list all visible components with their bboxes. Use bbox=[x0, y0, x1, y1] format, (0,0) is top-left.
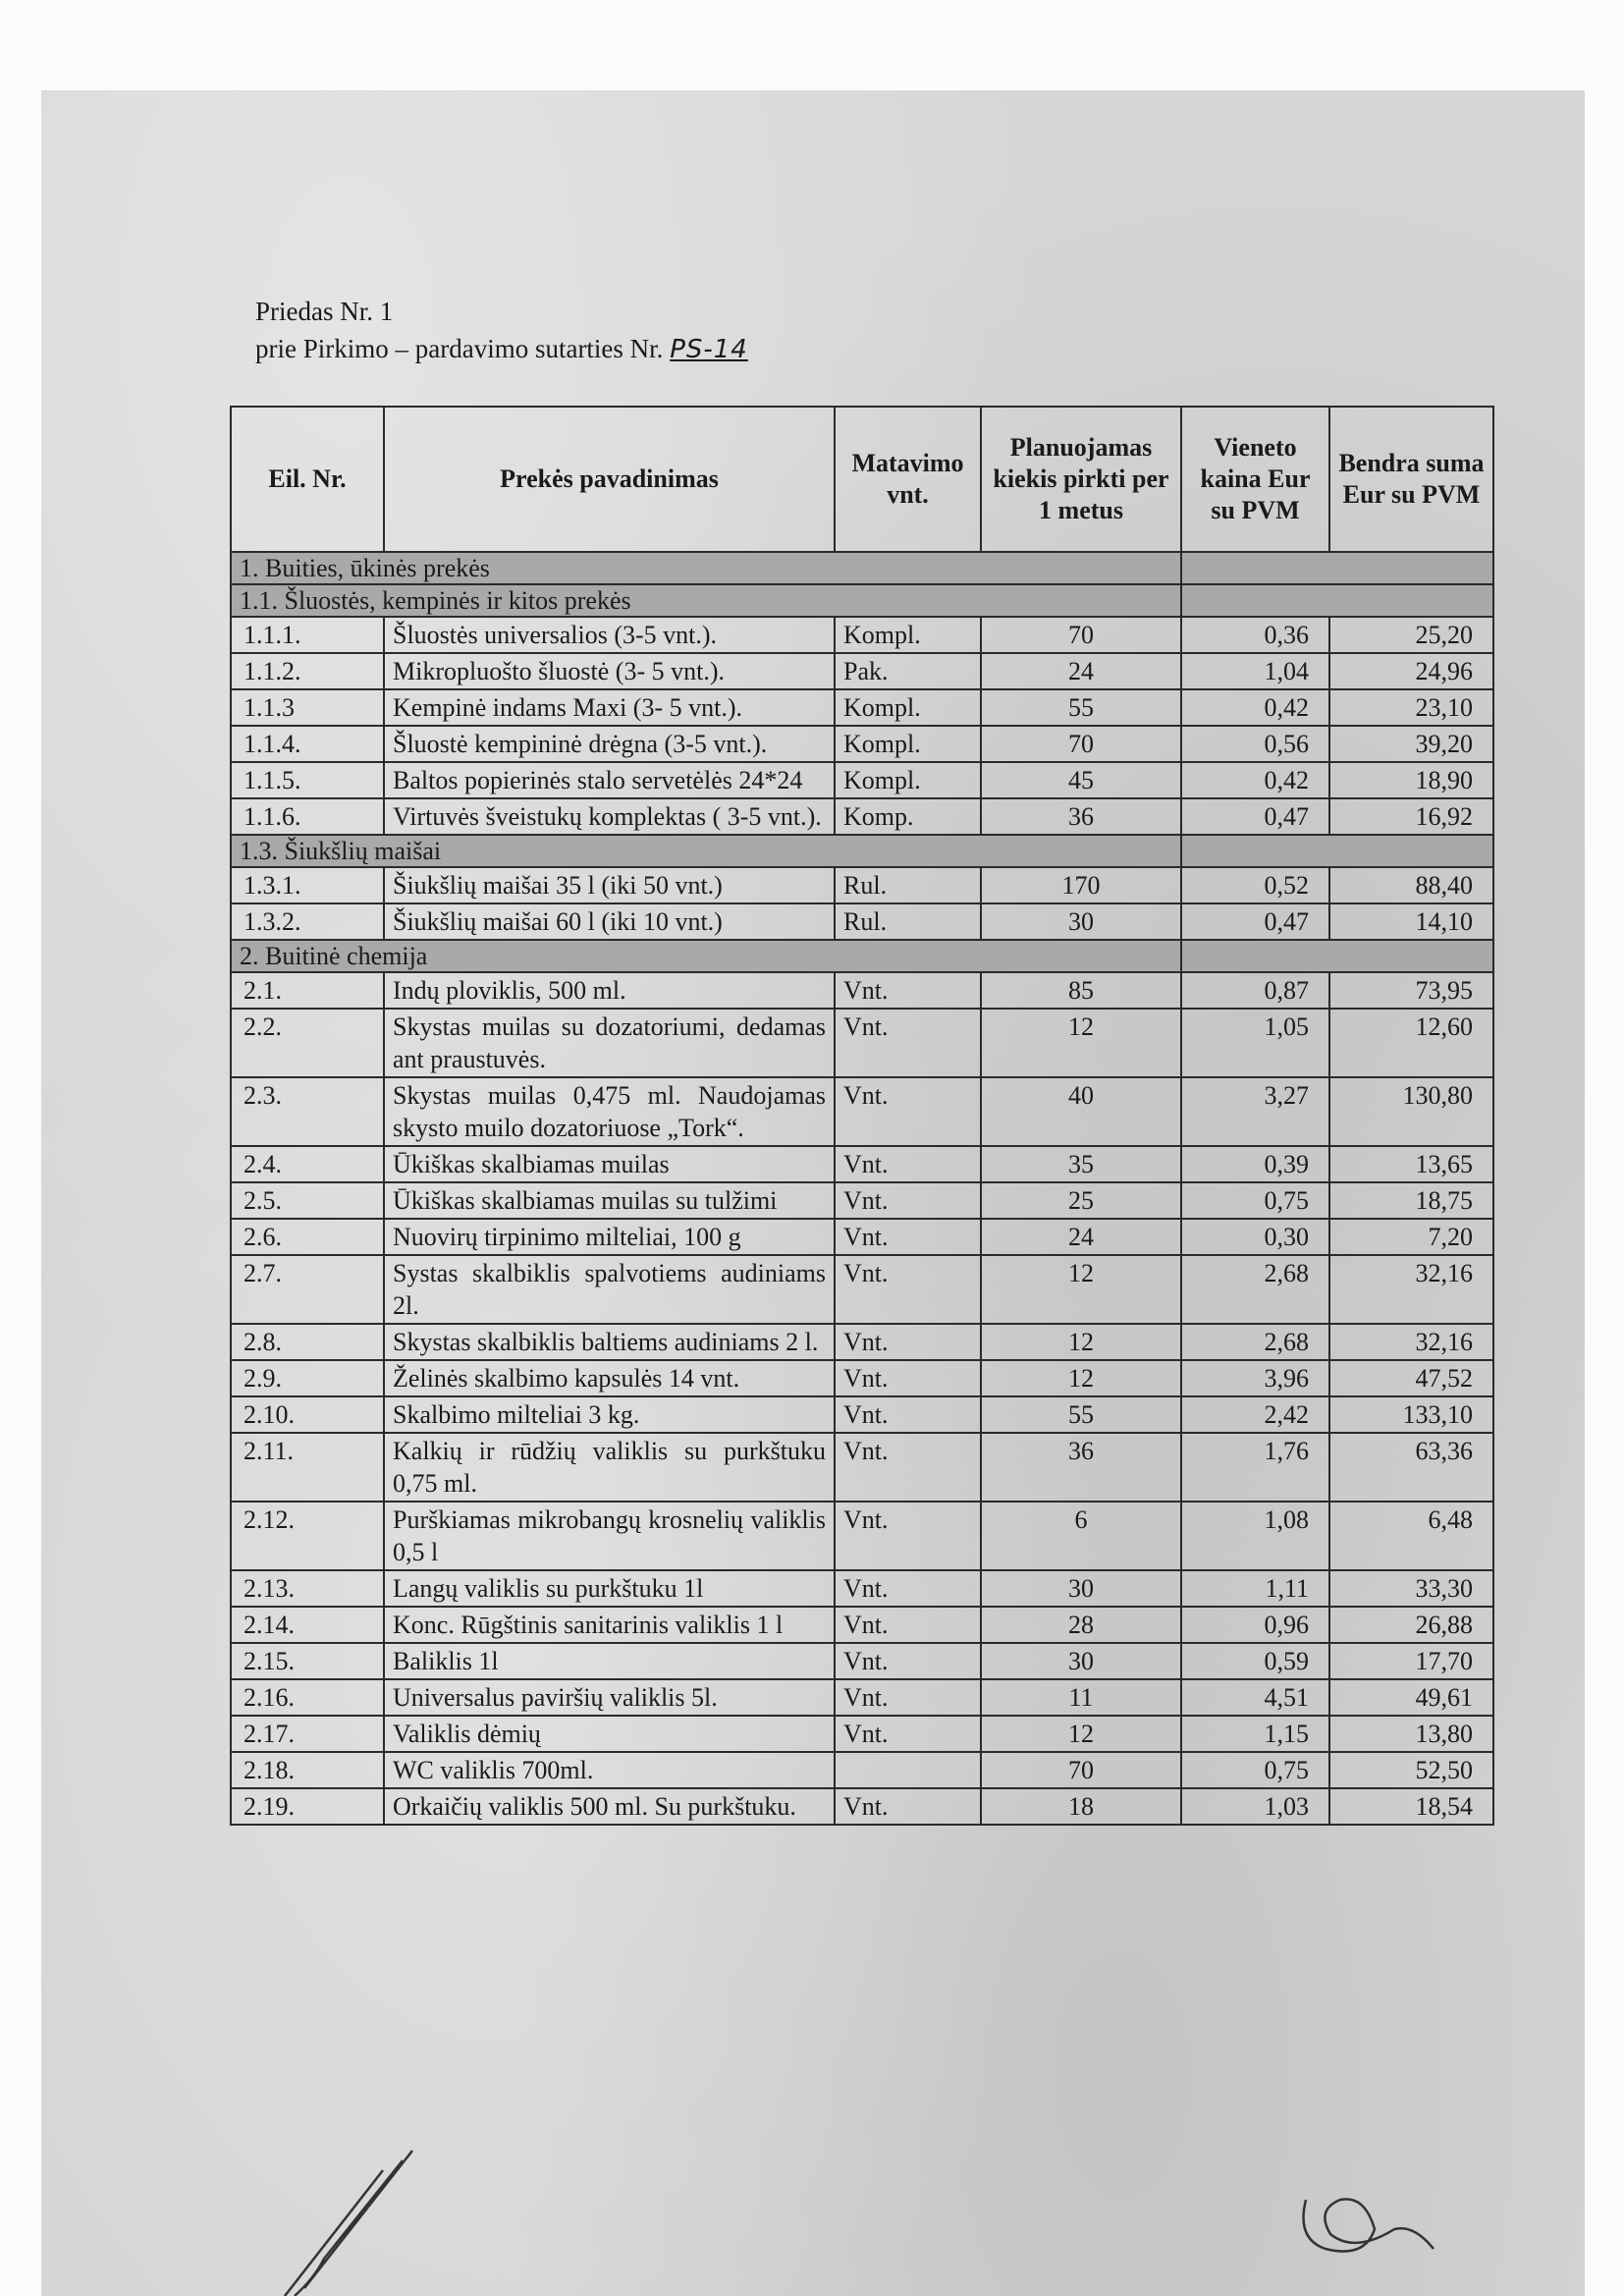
item-unit: Komp. bbox=[835, 798, 981, 835]
item-unit-price: 1,15 bbox=[1181, 1716, 1329, 1752]
item-name: Valiklis dėmių bbox=[384, 1716, 835, 1752]
item-unit-price: 0,59 bbox=[1181, 1643, 1329, 1679]
item-total: 88,40 bbox=[1329, 867, 1493, 903]
item-total: 24,96 bbox=[1329, 653, 1493, 689]
item-number: 2.19. bbox=[231, 1788, 384, 1825]
item-name: Virtuvės šveistukų komplektas ( 3-5 vnt.). bbox=[384, 798, 835, 835]
item-total: 18,90 bbox=[1329, 762, 1493, 798]
item-name: Šluostė kempininė drėgna (3-5 vnt.). bbox=[384, 726, 835, 762]
item-number: 1.3.2. bbox=[231, 903, 384, 940]
item-number: 2.9. bbox=[231, 1360, 384, 1396]
item-number: 2.18. bbox=[231, 1752, 384, 1788]
item-quantity: 170 bbox=[981, 867, 1181, 903]
item-total: 12,60 bbox=[1329, 1009, 1493, 1077]
item-quantity: 70 bbox=[981, 726, 1181, 762]
item-quantity: 12 bbox=[981, 1716, 1181, 1752]
item-unit-price: 1,04 bbox=[1181, 653, 1329, 689]
item-quantity: 18 bbox=[981, 1788, 1181, 1825]
table-row bbox=[231, 689, 1493, 726]
table-body bbox=[231, 552, 1493, 1825]
table-row bbox=[231, 653, 1493, 689]
item-number: 1.1.1. bbox=[231, 617, 384, 653]
item-total: 18,75 bbox=[1329, 1182, 1493, 1219]
table-row bbox=[231, 972, 1493, 1009]
item-quantity: 12 bbox=[981, 1360, 1181, 1396]
item-unit: Vnt. bbox=[835, 1607, 981, 1643]
table-row bbox=[231, 1433, 1493, 1502]
item-name: Skalbimo milteliai 3 kg. bbox=[384, 1396, 835, 1433]
item-number: 2.10. bbox=[231, 1396, 384, 1433]
item-name: Skystas skalbiklis baltiems audiniams 2 l. bbox=[384, 1324, 835, 1360]
item-unit-price: 0,47 bbox=[1181, 798, 1329, 835]
item-unit: Vnt. bbox=[835, 972, 981, 1009]
col-header-total: Bendra suma Eur su PVM bbox=[1329, 407, 1493, 552]
item-quantity: 70 bbox=[981, 1752, 1181, 1788]
item-unit-price: 1,76 bbox=[1181, 1433, 1329, 1502]
item-name: Skystas muilas su dozatoriumi, dedamas ant praustuvės. bbox=[384, 1009, 835, 1077]
item-number: 2.14. bbox=[231, 1607, 384, 1643]
item-quantity: 11 bbox=[981, 1679, 1181, 1716]
item-quantity: 28 bbox=[981, 1607, 1181, 1643]
item-unit: Pak. bbox=[835, 653, 981, 689]
item-unit-price: 0,75 bbox=[1181, 1752, 1329, 1788]
item-total: 25,20 bbox=[1329, 617, 1493, 653]
item-unit-price: 2,68 bbox=[1181, 1255, 1329, 1324]
section-row bbox=[231, 940, 1493, 972]
item-quantity: 70 bbox=[981, 617, 1181, 653]
section-title: 1. Buities, ūkinės prekės bbox=[231, 552, 1181, 584]
item-unit-price: 0,96 bbox=[1181, 1607, 1329, 1643]
item-unit: Vnt. bbox=[835, 1788, 981, 1825]
item-total: 52,50 bbox=[1329, 1752, 1493, 1788]
item-name: Ūkiškas skalbiamas muilas bbox=[384, 1146, 835, 1182]
item-number: 1.1.5. bbox=[231, 762, 384, 798]
item-number: 2.15. bbox=[231, 1643, 384, 1679]
item-total: 32,16 bbox=[1329, 1324, 1493, 1360]
item-quantity: 85 bbox=[981, 972, 1181, 1009]
section-title: 1.3. Šiukšlių maišai bbox=[231, 835, 1181, 867]
col-header-price: Vieneto kaina Eur su PVM bbox=[1181, 407, 1329, 552]
item-name: Systas skalbiklis spalvotiems audiniams 2l. bbox=[384, 1255, 835, 1324]
item-number: 2.17. bbox=[231, 1716, 384, 1752]
section-filler bbox=[1181, 940, 1493, 972]
col-header-qty: Planuojamas kiekis pirkti per 1 metus bbox=[981, 407, 1181, 552]
table-row bbox=[231, 1716, 1493, 1752]
item-unit-price: 0,30 bbox=[1181, 1219, 1329, 1255]
item-quantity: 45 bbox=[981, 762, 1181, 798]
table-row bbox=[231, 1502, 1493, 1570]
table-row bbox=[231, 903, 1493, 940]
item-unit: Vnt. bbox=[835, 1324, 981, 1360]
table-row bbox=[231, 617, 1493, 653]
item-unit: Vnt. bbox=[835, 1182, 981, 1219]
item-unit-price: 0,39 bbox=[1181, 1146, 1329, 1182]
item-number: 1.1.2. bbox=[231, 653, 384, 689]
item-quantity: 36 bbox=[981, 1433, 1181, 1502]
item-name: Šiukšlių maišai 60 l (iki 10 vnt.) bbox=[384, 903, 835, 940]
section-row bbox=[231, 584, 1493, 617]
signature-left bbox=[265, 2141, 422, 2296]
item-unit: Vnt. bbox=[835, 1219, 981, 1255]
item-number: 2.7. bbox=[231, 1255, 384, 1324]
item-unit: Kompl. bbox=[835, 617, 981, 653]
table-row bbox=[231, 762, 1493, 798]
item-number: 2.1. bbox=[231, 972, 384, 1009]
item-total: 133,10 bbox=[1329, 1396, 1493, 1433]
item-unit-price: 0,56 bbox=[1181, 726, 1329, 762]
item-total: 16,92 bbox=[1329, 798, 1493, 835]
item-total: 7,20 bbox=[1329, 1219, 1493, 1255]
item-quantity: 30 bbox=[981, 1570, 1181, 1607]
item-total: 13,65 bbox=[1329, 1146, 1493, 1182]
table-row bbox=[231, 1607, 1493, 1643]
item-quantity: 25 bbox=[981, 1182, 1181, 1219]
item-total: 47,52 bbox=[1329, 1360, 1493, 1396]
item-unit-price: 0,87 bbox=[1181, 972, 1329, 1009]
item-unit-price: 1,03 bbox=[1181, 1788, 1329, 1825]
item-total: 33,30 bbox=[1329, 1570, 1493, 1607]
document-header bbox=[255, 293, 748, 368]
item-quantity: 6 bbox=[981, 1502, 1181, 1570]
item-quantity: 40 bbox=[981, 1077, 1181, 1146]
item-unit: Rul. bbox=[835, 867, 981, 903]
item-number: 2.11. bbox=[231, 1433, 384, 1502]
item-unit: Kompl. bbox=[835, 689, 981, 726]
table-header-row bbox=[231, 407, 1493, 552]
item-unit: Vnt. bbox=[835, 1643, 981, 1679]
item-total: 130,80 bbox=[1329, 1077, 1493, 1146]
table-row bbox=[231, 1182, 1493, 1219]
item-quantity: 12 bbox=[981, 1255, 1181, 1324]
table-row bbox=[231, 1752, 1493, 1788]
item-name: Indų ploviklis, 500 ml. bbox=[384, 972, 835, 1009]
item-unit-price: 0,42 bbox=[1181, 762, 1329, 798]
section-filler bbox=[1181, 584, 1493, 617]
table-row bbox=[231, 726, 1493, 762]
item-total: 32,16 bbox=[1329, 1255, 1493, 1324]
item-quantity: 30 bbox=[981, 903, 1181, 940]
item-unit: Vnt. bbox=[835, 1433, 981, 1502]
item-name: Orkaičių valiklis 500 ml. Su purkštuku. bbox=[384, 1788, 835, 1825]
item-total: 39,20 bbox=[1329, 726, 1493, 762]
table-row bbox=[231, 1360, 1493, 1396]
table-row bbox=[231, 1077, 1493, 1146]
item-unit: Rul. bbox=[835, 903, 981, 940]
item-name: Nuovirų tirpinimo milteliai, 100 g bbox=[384, 1219, 835, 1255]
item-unit: Vnt. bbox=[835, 1077, 981, 1146]
goods-table bbox=[230, 406, 1494, 1826]
item-number: 2.4. bbox=[231, 1146, 384, 1182]
item-name: Želinės skalbimo kapsulės 14 vnt. bbox=[384, 1360, 835, 1396]
item-number: 2.3. bbox=[231, 1077, 384, 1146]
item-unit-price: 1,05 bbox=[1181, 1009, 1329, 1077]
annex-subtitle: prie Pirkimo – pardavimo sutarties Nr. PS-14 bbox=[255, 334, 748, 364]
item-name: Šluostės universalios (3-5 vnt.). bbox=[384, 617, 835, 653]
section-filler bbox=[1181, 835, 1493, 867]
item-name: WC valiklis 700ml. bbox=[384, 1752, 835, 1788]
item-number: 2.16. bbox=[231, 1679, 384, 1716]
item-unit: Vnt. bbox=[835, 1716, 981, 1752]
table-row bbox=[231, 1570, 1493, 1607]
item-name: Konc. Rūgštinis sanitarinis valiklis 1 l bbox=[384, 1607, 835, 1643]
item-name: Ūkiškas skalbiamas muilas su tulžimi bbox=[384, 1182, 835, 1219]
item-total: 13,80 bbox=[1329, 1716, 1493, 1752]
item-total: 63,36 bbox=[1329, 1433, 1493, 1502]
table-row bbox=[231, 1255, 1493, 1324]
item-quantity: 36 bbox=[981, 798, 1181, 835]
item-unit-price: 0,52 bbox=[1181, 867, 1329, 903]
col-header-name: Prekės pavadinimas bbox=[384, 407, 835, 552]
item-name: Purškiamas mikrobangų krosnelių valiklis 0,5 l bbox=[384, 1502, 835, 1570]
item-unit-price: 0,42 bbox=[1181, 689, 1329, 726]
item-unit: Vnt. bbox=[835, 1255, 981, 1324]
item-unit-price: 0,47 bbox=[1181, 903, 1329, 940]
item-unit-price: 3,27 bbox=[1181, 1077, 1329, 1146]
item-unit-price: 0,36 bbox=[1181, 617, 1329, 653]
table-row bbox=[231, 1009, 1493, 1077]
item-total: 6,48 bbox=[1329, 1502, 1493, 1570]
item-quantity: 12 bbox=[981, 1009, 1181, 1077]
item-unit: Vnt. bbox=[835, 1396, 981, 1433]
item-number: 1.3.1. bbox=[231, 867, 384, 903]
item-unit: Vnt. bbox=[835, 1570, 981, 1607]
col-header-nr: Eil. Nr. bbox=[231, 407, 384, 552]
item-unit: Kompl. bbox=[835, 762, 981, 798]
item-number: 2.6. bbox=[231, 1219, 384, 1255]
table-row bbox=[231, 867, 1493, 903]
handwritten-contract-number: PS-14 bbox=[670, 335, 748, 364]
item-unit: Vnt. bbox=[835, 1009, 981, 1077]
item-name: Šiukšlių maišai 35 l (iki 50 vnt.) bbox=[384, 867, 835, 903]
item-unit-price: 1,08 bbox=[1181, 1502, 1329, 1570]
item-total: 18,54 bbox=[1329, 1788, 1493, 1825]
signature-right bbox=[1286, 2180, 1443, 2269]
table-row bbox=[231, 1324, 1493, 1360]
table-row bbox=[231, 1219, 1493, 1255]
item-quantity: 24 bbox=[981, 653, 1181, 689]
item-name: Kempinė indams Maxi (3- 5 vnt.). bbox=[384, 689, 835, 726]
item-number: 1.1.6. bbox=[231, 798, 384, 835]
item-unit-price: 4,51 bbox=[1181, 1679, 1329, 1716]
item-name: Baltos popierinės stalo servetėlės 24*24 bbox=[384, 762, 835, 798]
section-row bbox=[231, 835, 1493, 867]
item-name: Kalkių ir rūdžių valiklis su purkštuku 0,75 ml. bbox=[384, 1433, 835, 1502]
col-header-unit: Matavimo vnt. bbox=[835, 407, 981, 552]
item-name: Skystas muilas 0,475 ml. Naudojamas skysto muilo dozatoriuose „Tork“. bbox=[384, 1077, 835, 1146]
item-unit: Vnt. bbox=[835, 1679, 981, 1716]
item-unit bbox=[835, 1752, 981, 1788]
item-number: 2.8. bbox=[231, 1324, 384, 1360]
item-unit: Kompl. bbox=[835, 726, 981, 762]
section-row bbox=[231, 552, 1493, 584]
item-unit-price: 3,96 bbox=[1181, 1360, 1329, 1396]
table-row bbox=[231, 798, 1493, 835]
item-total: 26,88 bbox=[1329, 1607, 1493, 1643]
section-filler bbox=[1181, 552, 1493, 584]
item-unit: Vnt. bbox=[835, 1502, 981, 1570]
item-unit-price: 2,42 bbox=[1181, 1396, 1329, 1433]
item-number: 2.12. bbox=[231, 1502, 384, 1570]
table-row bbox=[231, 1146, 1493, 1182]
item-total: 73,95 bbox=[1329, 972, 1493, 1009]
item-quantity: 30 bbox=[981, 1643, 1181, 1679]
table-row bbox=[231, 1679, 1493, 1716]
table-row bbox=[231, 1643, 1493, 1679]
item-total: 17,70 bbox=[1329, 1643, 1493, 1679]
table-row bbox=[231, 1396, 1493, 1433]
item-name: Mikropluošto šluostė (3- 5 vnt.). bbox=[384, 653, 835, 689]
item-quantity: 24 bbox=[981, 1219, 1181, 1255]
item-unit: Vnt. bbox=[835, 1360, 981, 1396]
item-unit-price: 1,11 bbox=[1181, 1570, 1329, 1607]
item-total: 23,10 bbox=[1329, 689, 1493, 726]
item-name: Universalus paviršių valiklis 5l. bbox=[384, 1679, 835, 1716]
item-unit: Vnt. bbox=[835, 1146, 981, 1182]
item-name: Langų valiklis su purkštuku 1l bbox=[384, 1570, 835, 1607]
section-title: 1.1. Šluostės, kempinės ir kitos prekės bbox=[231, 584, 1181, 617]
item-unit-price: 2,68 bbox=[1181, 1324, 1329, 1360]
item-unit-price: 0,75 bbox=[1181, 1182, 1329, 1219]
item-number: 2.2. bbox=[231, 1009, 384, 1077]
item-total: 14,10 bbox=[1329, 903, 1493, 940]
section-title: 2. Buitinė chemija bbox=[231, 940, 1181, 972]
item-number: 2.5. bbox=[231, 1182, 384, 1219]
item-quantity: 12 bbox=[981, 1324, 1181, 1360]
item-total: 49,61 bbox=[1329, 1679, 1493, 1716]
item-quantity: 35 bbox=[981, 1146, 1181, 1182]
table-row bbox=[231, 1788, 1493, 1825]
item-number: 2.13. bbox=[231, 1570, 384, 1607]
item-quantity: 55 bbox=[981, 1396, 1181, 1433]
annex-title: Priedas Nr. 1 bbox=[255, 297, 394, 326]
item-number: 1.1.3 bbox=[231, 689, 384, 726]
item-quantity: 55 bbox=[981, 689, 1181, 726]
item-name: Baliklis 1l bbox=[384, 1643, 835, 1679]
item-number: 1.1.4. bbox=[231, 726, 384, 762]
